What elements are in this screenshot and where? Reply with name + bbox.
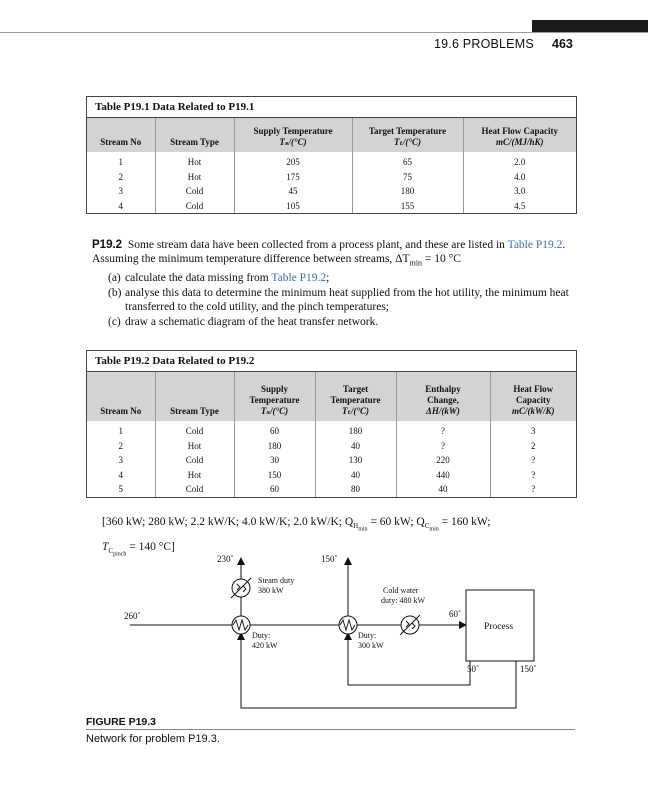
- duty-2-label: Duty:: [358, 631, 377, 640]
- column-header: Supply Temperature Tₛ/(°C): [234, 372, 315, 421]
- table-cell: 105: [234, 199, 352, 214]
- table-cell: 4.0: [463, 170, 576, 185]
- temp-label-50: 50˚: [467, 664, 479, 674]
- answers-line-2: $T_{C_{pinch}} = 140$ °C]: [102, 540, 175, 558]
- table-cell: Hot: [155, 468, 234, 483]
- table-cell: 60: [234, 482, 315, 497]
- steam-duty-label: Steam duty: [258, 576, 295, 585]
- table-cell: 440: [396, 468, 490, 483]
- figure-title: FIGURE P19.3: [86, 716, 157, 728]
- table-cell: Cold: [155, 421, 234, 439]
- column-header: Stream No: [87, 372, 155, 421]
- column-header: Target Temperature Tₜ/(°C): [315, 372, 396, 421]
- duty-1-label: Duty:: [252, 631, 271, 640]
- table-link[interactable]: Table P19.2: [507, 239, 563, 251]
- table-cell: 4.5: [463, 199, 576, 214]
- table-cell: 130: [315, 453, 396, 468]
- column-header: Stream Type: [155, 118, 234, 152]
- cold-water-value: duty: 480 kW: [381, 596, 425, 605]
- table-cell: 155: [352, 199, 463, 214]
- table-link[interactable]: Table P19.2: [271, 272, 327, 285]
- table-cell: 30: [234, 453, 315, 468]
- problem-part-b: (b) analyse this data to determine the minimum heat supplied from the hot utility, the minimum heat transferred to the cold utility, and the pinch temperatures;: [108, 287, 569, 314]
- table-cell: Cold: [155, 184, 234, 199]
- temp-label-230: 230˚: [217, 554, 234, 564]
- table-cell: ?: [396, 421, 490, 439]
- table-cell: 2: [490, 439, 576, 454]
- table-cell: Hot: [155, 170, 234, 185]
- temp-label-150-top: 150˚: [321, 554, 338, 564]
- table-cell: 2: [118, 171, 123, 182]
- table-caption: Table P19.2 Data Related to P19.2: [87, 351, 576, 372]
- table-cell: 4: [118, 200, 123, 211]
- table-cell: ?: [490, 453, 576, 468]
- table-p19-1: [86, 96, 577, 214]
- table-cell: 60: [234, 421, 315, 439]
- table-cell: 175: [234, 170, 352, 185]
- table-cell: 180: [352, 184, 463, 199]
- table-p19-2: [86, 350, 577, 498]
- table-cell: Cold: [155, 482, 234, 497]
- temp-label-260: 260˚: [124, 611, 141, 621]
- steam-heater-icon: [231, 578, 251, 598]
- temp-label-150-right: 150˚: [520, 664, 537, 674]
- table-cell: 5: [118, 484, 123, 494]
- column-header: Heat Flow Capacity mC/(MJ/hK): [463, 118, 576, 152]
- page-number: 463: [552, 37, 573, 51]
- table-cell: 3.0: [463, 184, 576, 199]
- table-row: [87, 439, 576, 454]
- problem-part-c: (c) draw a schematic diagram of the heat transfer network.: [108, 316, 379, 329]
- duty-2-value: 300 kW: [358, 641, 384, 650]
- table-row: [87, 152, 576, 170]
- table-cell: 80: [315, 482, 396, 497]
- table-cell: 45: [234, 184, 352, 199]
- table-cell: 3: [118, 186, 123, 196]
- figure-rule: [86, 729, 575, 730]
- table-cell: ?: [490, 468, 576, 483]
- duty-1-value: 420 kW: [252, 641, 278, 650]
- temp-label-60: 60˚: [449, 609, 461, 619]
- table-row: [87, 421, 576, 439]
- process-label: Process: [484, 622, 514, 632]
- table-row: [87, 482, 576, 497]
- table-cell: 150: [234, 468, 315, 483]
- table-cell: Cold: [155, 199, 234, 214]
- cooler-icon: [400, 615, 420, 635]
- answers-line-1: [360 kW; 280 kW; 2.2 kW/K; 4.0 kW/K; 2.0 kW/K; $Q_{H_{min}} = 60$ kW; $Q_{C_{min}} = 160$ kW;: [102, 516, 491, 533]
- table-cell: 1: [118, 426, 123, 436]
- table-cell: ?: [490, 482, 576, 497]
- table-cell: 4: [118, 469, 123, 480]
- table-cell: 1: [118, 157, 123, 167]
- table-row: [87, 184, 576, 199]
- problem-intro: P19.2 Some stream data have been collected from a process plant, and these are listed in Table P19.2. Assuming the minimum temperature difference between streams, $\Delta T_{min} = 10$ °C: [92, 239, 566, 268]
- header-rule: [0, 32, 648, 33]
- problem-number: P19.2: [92, 239, 123, 251]
- column-header: Stream No: [87, 118, 155, 152]
- problem-part-a: (a) calculate the data missing from Table P19.2;: [108, 272, 330, 285]
- table-cell: 3: [490, 421, 576, 439]
- column-header: Heat Flow Capacity mC/(kW/K): [490, 372, 576, 421]
- table-cell: 2: [118, 440, 123, 451]
- network-diagram: [110, 548, 550, 718]
- table-cell: 40: [315, 468, 396, 483]
- table-row: [87, 170, 576, 185]
- table-cell: 220: [396, 453, 490, 468]
- header-bar: [532, 20, 648, 32]
- column-header: Stream Type: [155, 372, 234, 421]
- column-header: Target Temperature Tₜ/(°C): [352, 118, 463, 152]
- table-cell: 65: [352, 152, 463, 170]
- table-caption: Table P19.1 Data Related to P19.1: [87, 97, 576, 118]
- table-cell: 40: [315, 439, 396, 454]
- table-cell: 180: [315, 421, 396, 439]
- table-cell: 2.0: [463, 152, 576, 170]
- table-row: [87, 199, 576, 214]
- column-header: Supply Temperature Tₛ/(°C): [234, 118, 352, 152]
- figure-caption: Network for problem P19.3.: [86, 733, 220, 745]
- heat-exchanger-2-icon: [339, 616, 357, 634]
- steam-duty-value: 380 kW: [258, 586, 284, 595]
- table-cell: ?: [396, 439, 490, 454]
- data-table: [87, 118, 576, 213]
- table-cell: Hot: [155, 439, 234, 454]
- table-cell: 40: [396, 482, 490, 497]
- table-cell: 75: [352, 170, 463, 185]
- section-title: 19.6 PROBLEMS: [434, 37, 534, 51]
- data-table: [87, 372, 576, 497]
- cold-water-label: Cold water: [383, 586, 419, 595]
- table-cell: Cold: [155, 453, 234, 468]
- table-row: [87, 453, 576, 468]
- column-header: Enthalpy Change, ΔH/(kW): [396, 372, 490, 421]
- heat-exchanger-1-icon: [232, 616, 250, 634]
- table-cell: 3: [118, 455, 123, 465]
- table-cell: Hot: [155, 152, 234, 170]
- table-cell: 180: [234, 439, 315, 454]
- problem-p19-2: [92, 238, 572, 329]
- table-cell: 205: [234, 152, 352, 170]
- table-row: [87, 468, 576, 483]
